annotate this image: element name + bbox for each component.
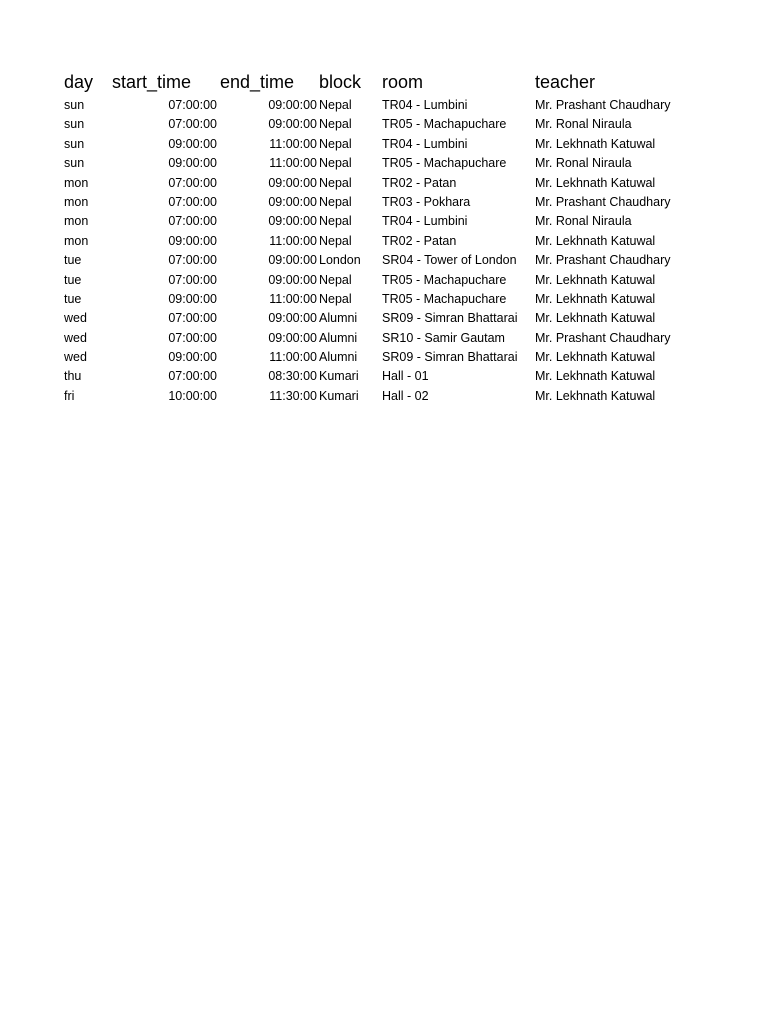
cell-end-time: 09:00:00 bbox=[268, 175, 317, 190]
table-row bbox=[64, 348, 754, 367]
cell-block: Nepal bbox=[319, 291, 352, 306]
cell-block: London bbox=[319, 253, 361, 268]
table-row bbox=[64, 367, 754, 386]
table-body bbox=[64, 96, 754, 406]
cell-start-time: 07:00:00 bbox=[168, 214, 217, 229]
table-row bbox=[64, 387, 754, 406]
cell-start-time: 09:00:00 bbox=[168, 156, 217, 171]
cell-block: Kumari bbox=[319, 369, 359, 384]
cell-day: mon bbox=[64, 214, 89, 229]
cell-end-time: 09:00:00 bbox=[268, 214, 317, 229]
cell-day: sun bbox=[64, 98, 85, 112]
cell-teacher: Mr. Ronal Niraula bbox=[535, 214, 632, 229]
cell-room: Hall - 02 bbox=[382, 388, 429, 403]
cell-teacher: Mr. Lekhnath Katuwal bbox=[535, 350, 656, 365]
cell-day: sun bbox=[64, 136, 85, 151]
cell-day: thu bbox=[64, 369, 82, 384]
cell-block: Alumni bbox=[319, 330, 358, 345]
cell-start-time: 07:00:00 bbox=[168, 98, 217, 112]
table-row bbox=[64, 115, 754, 134]
cell-end-time: 11:00:00 bbox=[269, 350, 317, 365]
cell-end-time: 11:00:00 bbox=[269, 291, 317, 306]
cell-room: TR05 - Machapuchare bbox=[382, 272, 507, 287]
table-row bbox=[64, 154, 754, 173]
cell-day: sun bbox=[64, 117, 85, 132]
cell-teacher: Mr. Prashant Chaudhary bbox=[535, 253, 671, 268]
cell-start-time: 07:00:00 bbox=[168, 253, 217, 268]
cell-end-time: 11:00:00 bbox=[269, 156, 317, 171]
header-start-time: start_time bbox=[112, 72, 192, 92]
cell-day: sun bbox=[64, 156, 85, 171]
cell-teacher: Mr. Lekhnath Katuwal bbox=[535, 311, 656, 326]
cell-day: tue bbox=[64, 291, 82, 306]
cell-end-time: 09:00:00 bbox=[268, 272, 317, 287]
cell-day: mon bbox=[64, 175, 89, 190]
cell-start-time: 09:00:00 bbox=[168, 233, 217, 248]
cell-start-time: 07:00:00 bbox=[168, 272, 217, 287]
cell-block: Nepal bbox=[319, 175, 352, 190]
cell-start-time: 10:00:00 bbox=[168, 388, 217, 403]
cell-day: mon bbox=[64, 233, 89, 248]
cell-teacher: Mr. Lekhnath Katuwal bbox=[535, 175, 656, 190]
cell-block: Kumari bbox=[319, 388, 359, 403]
cell-room: SR09 - Simran Bhattarai bbox=[382, 311, 518, 326]
cell-teacher: Mr. Prashant Chaudhary bbox=[535, 98, 671, 112]
cell-day: fri bbox=[64, 388, 75, 403]
cell-day: wed bbox=[64, 350, 87, 365]
cell-block: Nepal bbox=[319, 214, 352, 229]
cell-room: Hall - 01 bbox=[382, 369, 429, 384]
cell-teacher: Mr. Lekhnath Katuwal bbox=[535, 272, 656, 287]
cell-day: wed bbox=[64, 311, 87, 326]
cell-room: TR04 - Lumbini bbox=[382, 136, 468, 151]
cell-teacher: Mr. Prashant Chaudhary bbox=[535, 330, 671, 345]
header-end-time: end_time bbox=[220, 72, 295, 92]
table-row bbox=[64, 290, 754, 309]
cell-block: Alumni bbox=[319, 311, 358, 326]
cell-day: tue bbox=[64, 253, 82, 268]
cell-start-time: 07:00:00 bbox=[168, 330, 217, 345]
cell-end-time: 11:30:00 bbox=[269, 388, 317, 403]
table-row bbox=[64, 135, 754, 154]
cell-block: Nepal bbox=[319, 98, 352, 112]
cell-start-time: 09:00:00 bbox=[168, 350, 217, 365]
cell-teacher: Mr. Lekhnath Katuwal bbox=[535, 388, 656, 403]
cell-teacher: Mr. Lekhnath Katuwal bbox=[535, 233, 656, 248]
cell-day: mon bbox=[64, 194, 89, 209]
table-row bbox=[64, 96, 754, 115]
cell-day: tue bbox=[64, 272, 82, 287]
cell-teacher: Mr. Prashant Chaudhary bbox=[535, 194, 671, 209]
table-row bbox=[64, 329, 754, 348]
cell-teacher: Mr. Lekhnath Katuwal bbox=[535, 136, 656, 151]
cell-teacher: Mr. Lekhnath Katuwal bbox=[535, 291, 656, 306]
cell-room: TR02 - Patan bbox=[382, 175, 457, 190]
cell-end-time: 09:00:00 bbox=[268, 311, 317, 326]
header-teacher: teacher bbox=[535, 72, 596, 92]
cell-room: TR05 - Machapuchare bbox=[382, 291, 507, 306]
cell-start-time: 07:00:00 bbox=[168, 117, 217, 132]
table-row bbox=[64, 174, 754, 193]
cell-room: TR04 - Lumbini bbox=[382, 98, 468, 112]
cell-end-time: 09:00:00 bbox=[268, 253, 317, 268]
cell-block: Nepal bbox=[319, 156, 352, 171]
table-row bbox=[64, 193, 754, 212]
cell-end-time: 11:00:00 bbox=[269, 233, 317, 248]
cell-room: TR03 - Pokhara bbox=[382, 194, 471, 209]
table-row bbox=[64, 212, 754, 231]
cell-start-time: 07:00:00 bbox=[168, 369, 217, 384]
table-row bbox=[64, 271, 754, 290]
table-row bbox=[64, 309, 754, 328]
cell-block: Alumni bbox=[319, 350, 358, 365]
cell-start-time: 09:00:00 bbox=[168, 291, 217, 306]
cell-room: SR09 - Simran Bhattarai bbox=[382, 350, 518, 365]
header-day: day bbox=[64, 72, 94, 92]
cell-end-time: 09:00:00 bbox=[268, 330, 317, 345]
cell-teacher: Mr. Lekhnath Katuwal bbox=[535, 369, 656, 384]
cell-start-time: 09:00:00 bbox=[168, 136, 217, 151]
cell-room: TR04 - Lumbini bbox=[382, 214, 468, 229]
cell-teacher: Mr. Ronal Niraula bbox=[535, 156, 632, 171]
table-row bbox=[64, 251, 754, 270]
cell-teacher: Mr. Ronal Niraula bbox=[535, 117, 632, 132]
cell-start-time: 07:00:00 bbox=[168, 311, 217, 326]
cell-end-time: 11:00:00 bbox=[269, 136, 317, 151]
cell-block: Nepal bbox=[319, 233, 352, 248]
schedule-table bbox=[64, 72, 754, 406]
cell-end-time: 08:30:00 bbox=[268, 369, 317, 384]
cell-end-time: 09:00:00 bbox=[268, 194, 317, 209]
header-room: room bbox=[382, 72, 424, 92]
cell-block: Nepal bbox=[319, 272, 352, 287]
cell-start-time: 07:00:00 bbox=[168, 175, 217, 190]
cell-room: SR04 - Tower of London bbox=[382, 253, 517, 268]
cell-room: TR05 - Machapuchare bbox=[382, 117, 507, 132]
cell-block: Nepal bbox=[319, 194, 352, 209]
cell-room: TR05 - Machapuchare bbox=[382, 156, 507, 171]
cell-end-time: 09:00:00 bbox=[268, 117, 317, 132]
header-block: block bbox=[319, 72, 362, 92]
cell-end-time: 09:00:00 bbox=[268, 98, 317, 112]
cell-block: Nepal bbox=[319, 117, 352, 132]
cell-block: Nepal bbox=[319, 136, 352, 151]
cell-room: TR02 - Patan bbox=[382, 233, 457, 248]
cell-start-time: 07:00:00 bbox=[168, 194, 217, 209]
cell-room: SR10 - Samir Gautam bbox=[382, 330, 505, 345]
table-row bbox=[64, 232, 754, 251]
cell-day: wed bbox=[64, 330, 87, 345]
table-header bbox=[64, 72, 754, 96]
